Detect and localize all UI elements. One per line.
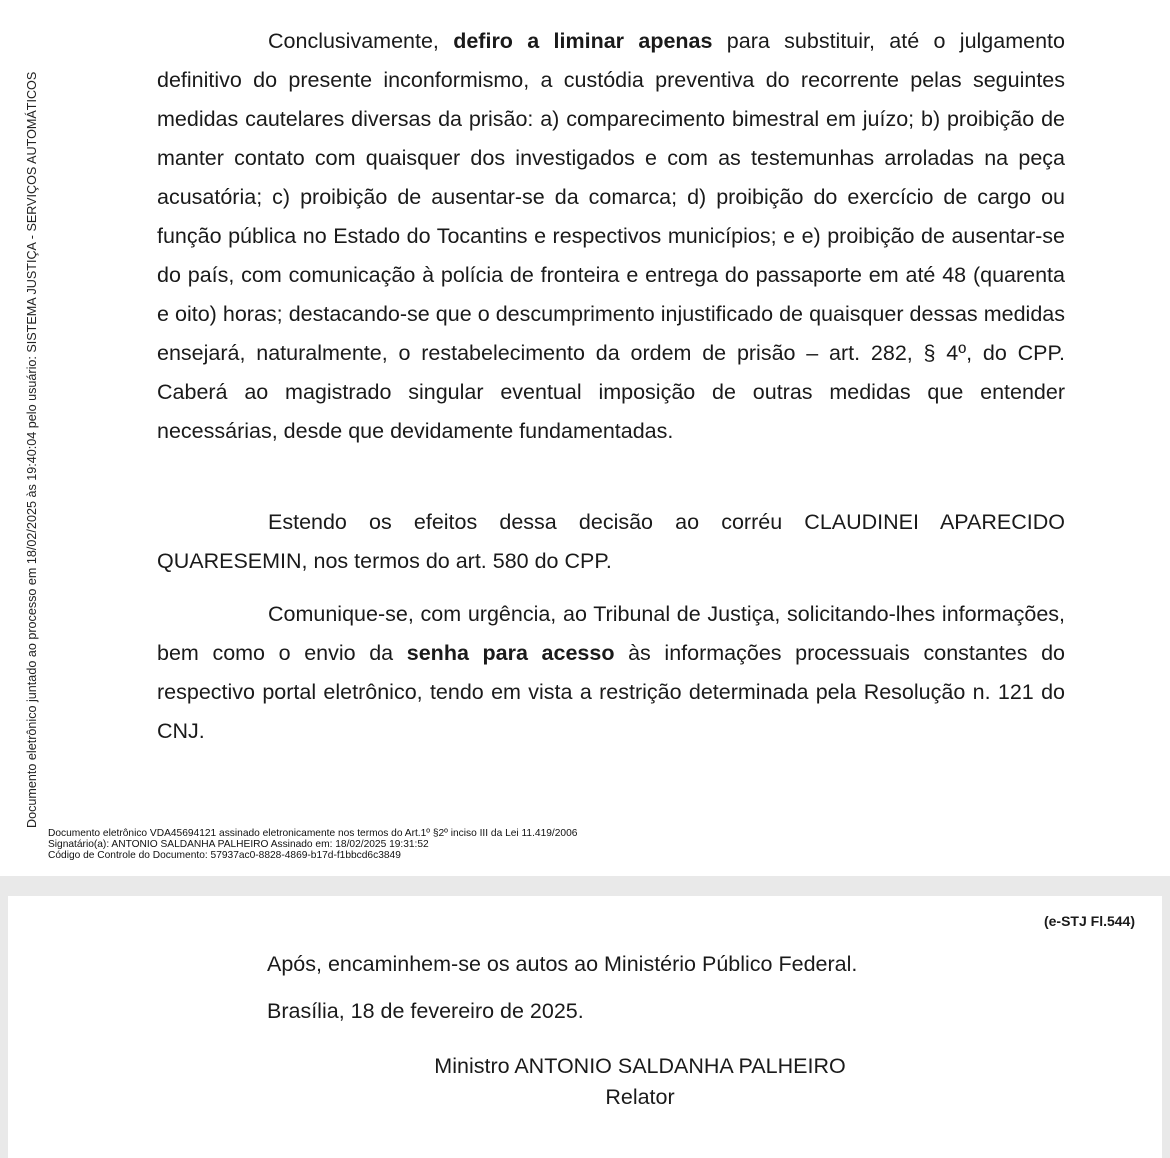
- place-date: Brasília, 18 de fevereiro de 2025.: [267, 999, 584, 1023]
- paragraph-extension: [157, 503, 1065, 581]
- paragraph-communication-body: às informações processuais constantes do respectivo portal eletrônico, tendo em vista a restrição determinada pela Resolução n. 121 do CNJ.: [157, 641, 1066, 743]
- paragraph-decision: [157, 22, 1065, 451]
- closing-instruction: Após, encaminhem-se os autos ao Ministério Público Federal.: [267, 952, 858, 976]
- paragraph-communication-bold: senha para acesso: [406, 641, 615, 665]
- footer-control-code-line: Código de Controle do Documento: 57937ac0-8828-4869-b17d-f1bbcd6c3849: [48, 850, 401, 861]
- footer-document-line: Documento eletrônico VDA45694121 assinado eletronicamente nos termos do Art.1º §2º inciso III da Lei 11.419/2006: [48, 828, 578, 839]
- signature-footer: [48, 828, 577, 861]
- signer-name: Ministro ANTONIO SALDANHA PALHEIRO: [434, 1054, 846, 1078]
- signer-role: Relator: [605, 1085, 675, 1109]
- paragraph-communication: [157, 595, 1065, 751]
- document-page-2: [8, 896, 1162, 1158]
- footer-signer-line: Signatário(a): ANTONIO SALDANHA PALHEIRO Assinado em: 18/02/2025 19:31:52: [48, 839, 429, 850]
- paragraph-decision-intro: Conclusivamente,: [268, 29, 454, 53]
- paragraph-extension-text: Estendo os efeitos dessa decisão ao corréu CLAUDINEI APARECIDO QUARESEMIN, nos termos do art. 580 do CPP.: [157, 510, 1065, 573]
- paragraph-decision-body: para substituir, até o julgamento definitivo do presente inconformismo, a custódia preventiva do recorrente pelas seguintes medidas cautelares diversas da prisão: a) comparecimento bimestral em juízo; b) proibição de manter contato com quaisquer dos investigados e com as testemunhas arroladas na peça acusatória; c) proibição de ausentar-se da comarca; d) proibição do exercício de cargo ou função pública no Estado do Tocantins e respectivos municípios; e e) proibição de ausentar-se do país, com comunicação à polícia de fronteira e entrega do passaporte em até 48 (quarenta e oito) horas; destacando-se que o descumprimento injustificado de quaisquer dessas medidas ensejará, naturalmente, o restabelecimento da ordem de prisão – art. 282, § 4º, do CPP. Caberá ao magistrado singular eventual imposição de outras medidas que entender necessárias, desde que devidamente fundamentadas.: [157, 29, 1065, 443]
- sidebar-stamp: Documento eletrônico juntado ao processo em 18/02/2025 às 19:40:04 pelo usuário: SISTEMA JUSTIÇA - SERVIÇOS AUTOMÁTICOS: [25, 71, 39, 828]
- stj-page-reference: (e-STJ Fl.544): [1043, 913, 1135, 929]
- paragraph-decision-bold: defiro a liminar apenas: [453, 29, 713, 53]
- paragraph-communication-intro: Comunique-se, com urgência, ao Tribunal de Justiça, solicitando-lhes informações, bem como o envio da: [157, 602, 1065, 665]
